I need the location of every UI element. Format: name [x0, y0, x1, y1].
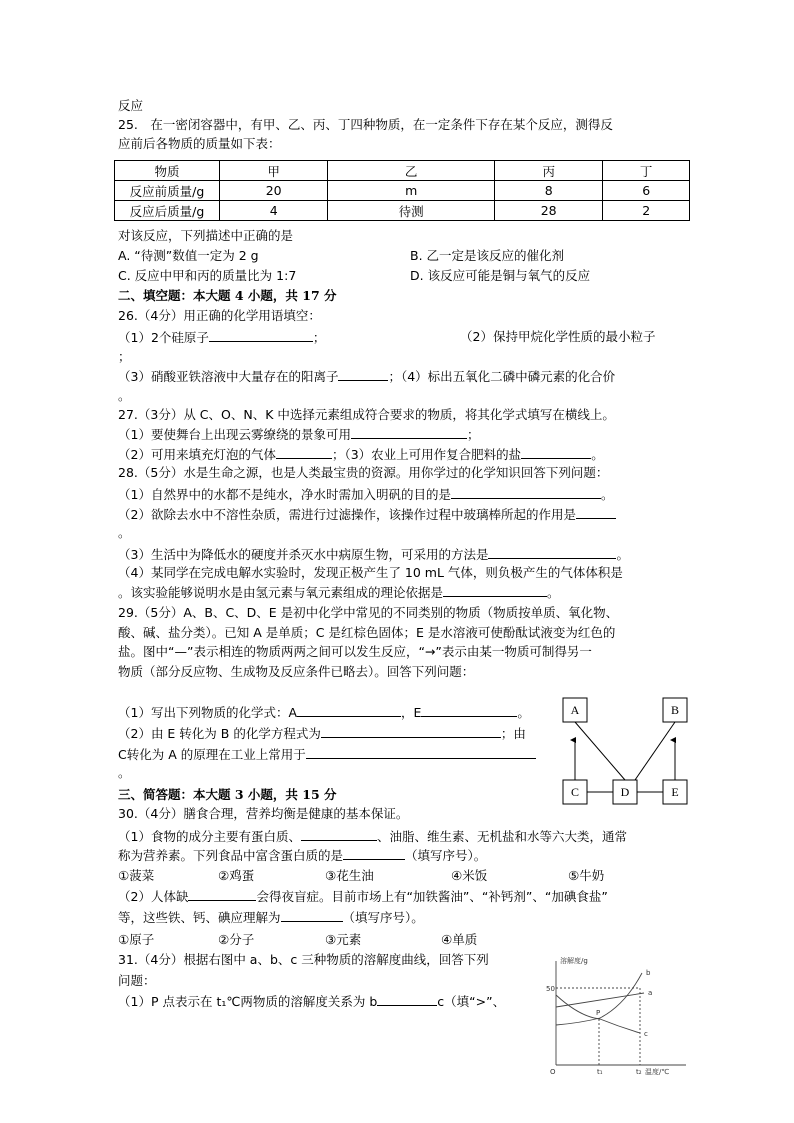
q31-stem: 31.（4分）根据右图中 a、b、c 三种物质的溶解度曲线，回答下列 [118, 952, 489, 967]
answer-blank[interactable] [443, 584, 547, 597]
option-c: C. 反应中甲和丙的质量比为 1:7 [118, 268, 297, 283]
choice: ①菠菜 [118, 868, 155, 883]
link-a-d [575, 722, 625, 780]
punct: 。 [616, 547, 629, 562]
punct: 。 [118, 525, 131, 540]
answer-blank[interactable] [421, 704, 517, 717]
q30-line [118, 847, 486, 864]
node-label: A [570, 703, 580, 717]
section-2-heading: 二、填空题：本大题 4 小题，共 17 分 [118, 288, 337, 303]
node-label: D [620, 785, 630, 799]
q29-p2b: C转化为 A 的原理在工业上常用于 [118, 747, 306, 762]
q30-p1: （1）食物的成分主要有蛋白质、 [118, 829, 301, 844]
q28-line [118, 486, 613, 503]
label-p: P [596, 1009, 601, 1017]
q31-p1: （1）P 点表示在 t₁℃两物质的溶解度关系为 b [118, 994, 378, 1009]
table-cell: 8 [495, 181, 603, 201]
choice: ③花生油 [325, 868, 374, 883]
answer-blank[interactable] [297, 704, 401, 717]
label-b: b [646, 969, 651, 977]
link-b-d [635, 722, 675, 780]
answer-blank[interactable] [209, 329, 313, 342]
q28-p1: （1）自然界中的水都不是纯水，净水时需加入明矾的目的是 [118, 487, 451, 502]
table-header-row [115, 161, 690, 181]
choice: ②分子 [218, 932, 255, 947]
answer-blank[interactable] [377, 993, 437, 1006]
answer-blank[interactable] [301, 828, 377, 841]
q27-line [118, 426, 479, 443]
option-d: D. 该反应可能是铜与氧气的反应 [410, 268, 591, 283]
q29-stem: 盐。图中“—”表示相连的物质两两之间可以发生反应，“→”表示由某一物质可制得另一 [118, 644, 592, 659]
table-cell: 甲 [220, 161, 328, 181]
tick-50: 50 [546, 985, 555, 993]
q27-stem: 27.（3分）从 C、O、N、K 中选择元素组成符合要求的物质，将其化学式填写在横线上。 [118, 407, 615, 422]
curve-a [556, 993, 644, 1007]
x-axis-label: 温度/℃ [645, 1068, 670, 1076]
punct: 。 [591, 447, 604, 462]
table-cell: 反应后质量/g [115, 201, 220, 221]
q26-p2: （2）保持甲烷化学性质的最小粒子 [460, 329, 656, 344]
q27-p2: （2）可用来填充灯泡的气体 [118, 447, 276, 462]
q30-line [118, 828, 627, 845]
origin-label: O [550, 1068, 556, 1076]
punct: 。 [547, 585, 560, 600]
q26-line [118, 329, 325, 346]
q30-stem: 30.（4分）膳食合理，营养均衡是健康的基本保证。 [118, 806, 409, 821]
choice: ③元素 [325, 932, 362, 947]
curve-b [556, 973, 642, 1025]
answer-blank[interactable] [521, 446, 591, 459]
q29-line [118, 704, 530, 721]
punct: 。 [118, 388, 131, 403]
punct: ； [312, 330, 326, 345]
answer-blank[interactable] [488, 546, 616, 559]
answer-blank[interactable] [451, 486, 601, 499]
q29-line [118, 746, 536, 763]
q31-stem-2: 问题： [118, 973, 156, 988]
choice: ②鸡蛋 [218, 868, 255, 883]
table-cell: 20 [220, 181, 328, 201]
q28-p4: （4）某同学在完成电解水实验时，发现正极产生了 10 mL 气体，则负极产生的气体体积是 [118, 565, 623, 580]
node-label: E [671, 785, 679, 799]
q27-p1: （1）要使舞台上出现云雾缭绕的景象可用 [118, 427, 351, 442]
reaction-diagram [555, 690, 695, 812]
q26-line [118, 368, 615, 385]
answer-blank[interactable] [276, 446, 332, 459]
q25-question: 对该反应，下列描述中正确的是 [118, 228, 294, 243]
q29-stem: 物质（部分反应物、生成物及反应条件已略去）。回答下列问题： [118, 664, 475, 679]
section-3-heading: 三、简答题：本大题 3 小题，共 15 分 [118, 787, 337, 802]
q29-p2m: ；由 [500, 726, 526, 741]
table-cell: 丙 [495, 161, 603, 181]
punct: 。 [517, 705, 530, 720]
q31-line [118, 993, 505, 1010]
q26-p4: ；（4）标出五氧化二磷中磷元素的化合价 [388, 369, 616, 384]
q29-stem: 酸、碱、盐分类）。已知 A 是单质；C 是红棕色固体；E 是水溶液可使酚酞试液变为红色的 [118, 625, 616, 640]
q28-line [118, 546, 629, 563]
q27-line [118, 446, 604, 463]
q30-p2: （2）人体缺 [118, 889, 189, 904]
table-cell: 反应前质量/g [115, 181, 220, 201]
node-label: B [670, 703, 680, 717]
punct: 。 [600, 487, 614, 502]
answer-blank[interactable] [576, 506, 616, 519]
answer-blank[interactable] [351, 426, 467, 439]
option-a: A. “待测”数值一定为 2 g [118, 248, 259, 263]
q25-stem-2: 应前后各物质的质量如下表： [118, 136, 281, 151]
answer-blank[interactable] [343, 847, 405, 860]
q30-p2m: 会得夜盲症。目前市场上有“加铁酱油”、“补钙剂”、“加碘食盐” [256, 889, 608, 904]
answer-blank[interactable] [306, 746, 536, 759]
q28-p4b: 。该实验能够说明水是由氢元素与氧元素组成的理论依据是 [118, 585, 444, 600]
table-cell: 物质 [115, 161, 220, 181]
table-cell: m [328, 181, 495, 201]
punct: ； [466, 427, 480, 442]
q30-p2e: （填写序号）。 [342, 910, 424, 925]
label-c: c [644, 1030, 648, 1038]
mass-table [114, 160, 690, 221]
q29-stem: 29.（5分）A、B、C、D、E 是初中化学中常见的不同类别的物质（物质按单质、氧化物、 [118, 605, 619, 620]
table-cell: 待测 [328, 201, 495, 221]
choice: ①原子 [118, 932, 155, 947]
table-cell: 2 [603, 201, 690, 221]
punct: 。 [118, 765, 131, 780]
node-label: C [570, 785, 580, 799]
table-cell: 丁 [603, 161, 690, 181]
answer-blank[interactable] [188, 888, 256, 901]
tick-t2: t₂ [636, 1068, 642, 1076]
solubility-chart [540, 955, 690, 1080]
text-line: 反应 [118, 98, 144, 113]
q29-p1m: ，E [401, 705, 422, 720]
q31-p1e: c（填“>”、 [437, 994, 506, 1009]
tick-t1: t₁ [597, 1068, 603, 1076]
q28-line [118, 584, 560, 601]
option-b: B. 乙一定是该反应的催化剂 [410, 248, 565, 263]
table-cell: 4 [220, 201, 328, 221]
y-axis-label: 溶解度/g [560, 957, 588, 965]
answer-blank[interactable] [281, 909, 343, 922]
q29-line [118, 725, 526, 742]
q28-line [118, 506, 616, 523]
punct: ； [118, 349, 131, 364]
q29-p2: （2）由 E 转化为 B 的化学方程式为 [118, 726, 321, 741]
q26-stem: 26.（4分）用正确的化学用语填空： [118, 308, 321, 323]
answer-blank[interactable] [321, 725, 501, 738]
q30-line [118, 909, 424, 926]
q25-stem: 25. 在一密闭容器中，有甲、乙、丙、丁四种物质，在一定条件下存在某个反应，测得反 [118, 117, 613, 132]
q26-p3: （3）硝酸亚铁溶液中大量存在的阳离子 [118, 369, 339, 384]
table-cell: 28 [495, 201, 603, 221]
q28-p2: （2）欲除去水中不溶性杂质，需进行过滤操作，该操作过程中玻璃棒所起的作用是 [118, 507, 576, 522]
q30-p1b: 称为营养素。下列食品中富含蛋白质的是 [118, 848, 344, 863]
label-a: a [648, 989, 653, 997]
answer-blank[interactable] [338, 368, 388, 381]
q30-p2b: 等，这些铁、钙、碘应理解为 [118, 910, 281, 925]
q30-p1e: （填写序号）。 [405, 848, 487, 863]
q27-p3: ；（3）农业上可用作复合肥料的盐 [331, 447, 522, 462]
table-cell: 乙 [328, 161, 495, 181]
choice: ④米饭 [451, 868, 488, 883]
q28-stem: 28.（5分）水是生命之源，也是人类最宝贵的资源。用你学过的化学知识回答下列问题： [118, 465, 609, 480]
choice: ④单质 [441, 932, 478, 947]
table-cell: 6 [603, 181, 690, 201]
q30-p1m: 、油脂、维生素、无机盐和水等六大类，通常 [376, 829, 627, 844]
table-row [115, 181, 690, 201]
q30-line [118, 888, 608, 905]
choice: ⑤牛奶 [568, 868, 605, 883]
q26-p1: （1）2个硅原子 [118, 330, 209, 345]
q28-p3: （3）生活中为降低水的硬度并杀灭水中病原生物，可采用的方法是 [118, 547, 489, 562]
q29-p1: （1）写出下列物质的化学式：A [118, 705, 298, 720]
table-row [115, 201, 690, 221]
